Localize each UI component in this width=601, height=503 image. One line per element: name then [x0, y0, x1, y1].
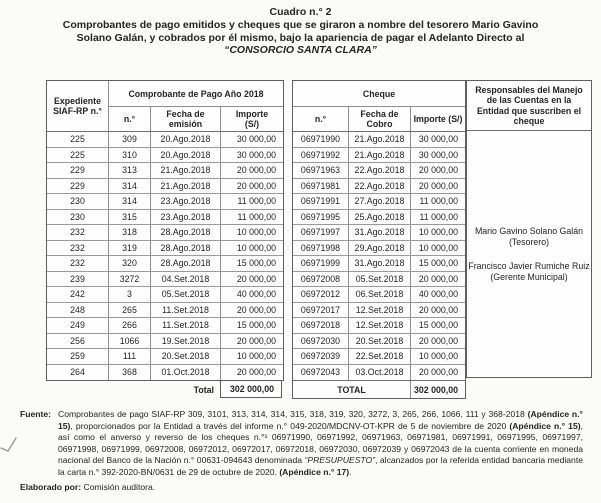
- fecha-cobro-cell: 22.Ago.2018: [349, 179, 411, 195]
- expediente-cell: 249: [47, 318, 109, 334]
- row-number: [20, 333, 46, 349]
- cheque-numero-cell: 06971990: [293, 132, 349, 148]
- fecha-cobro-cell: 29.Ago.2018: [349, 241, 411, 257]
- importe-comprobante-cell: 15 000,00: [221, 318, 283, 334]
- fecha-emision-cell: 04.Set.2018: [151, 272, 221, 288]
- fecha-cobro-cell: 03.Oct.2018: [349, 365, 411, 381]
- comprobante-numero-cell: 319: [109, 241, 151, 257]
- cheque-numero-cell: 06971997: [293, 225, 349, 241]
- importe-comprobante-cell: 15 000,00: [221, 256, 283, 272]
- responsable-1-name: Mario Gavino Solano Galán: [474, 225, 584, 236]
- comprobante-numero-cell: 309: [109, 132, 151, 148]
- cheque-group-header: Cheque: [293, 81, 465, 107]
- table-row: [47, 256, 283, 272]
- table-row: [293, 365, 465, 381]
- row-number: [20, 193, 46, 209]
- row-number: [20, 302, 46, 318]
- total-label-left: Total: [193, 384, 214, 395]
- row-number: [20, 162, 46, 178]
- fecha-cobro-cell: 25.Ago.2018: [349, 210, 411, 226]
- expediente-cell: 230: [47, 210, 109, 226]
- fecha-cobro-cell: 20.Set.2018: [349, 334, 411, 350]
- row-number: [20, 131, 46, 147]
- expediente-cell: 239: [47, 272, 109, 288]
- importe-comprobante-cell: 40 000,00: [221, 287, 283, 303]
- comprobante-numero-cell: 320: [109, 256, 151, 272]
- comprobante-numero-cell: 266: [109, 318, 151, 334]
- importe-comprobante-cell: 10 000,00: [221, 241, 283, 257]
- comprobante-numero-cell: 3: [109, 287, 151, 303]
- importe-comprobante-cell: 20 000,00: [221, 179, 283, 195]
- fecha-cobro-cell: 31.Ago.2018: [349, 256, 411, 272]
- table-row: [293, 163, 465, 179]
- comprobante-numero-cell: 314: [109, 194, 151, 210]
- importe-cheque-cell: 20 000,00: [411, 163, 465, 179]
- fecha-emision-cell: 11.Set.2018: [151, 303, 221, 319]
- fecha-emision-header: Fecha de emisión: [151, 107, 221, 131]
- responsables-names: [467, 131, 591, 377]
- importe-cheque-cell: 15 000,00: [411, 318, 465, 334]
- cheque-total-row: [293, 380, 465, 398]
- comprobante-numero-cell: 368: [109, 365, 151, 381]
- table-row: [47, 365, 283, 381]
- fecha-emision-cell: 28.Ago.2018: [151, 256, 221, 272]
- expediente-cell: 225: [47, 132, 109, 148]
- importe-comprobante-cell: 20 000,00: [221, 163, 283, 179]
- table-row: [47, 210, 283, 226]
- responsables-column: [466, 80, 592, 378]
- table-row: [47, 148, 283, 164]
- row-number: [20, 348, 46, 364]
- expediente-cell: 225: [47, 148, 109, 164]
- comprobante-numero-header: n.°: [109, 107, 151, 131]
- fecha-cobro-cell: 22.Ago.2018: [349, 163, 411, 179]
- fecha-emision-cell: 20.Set.2018: [151, 349, 221, 365]
- fecha-cobro-cell: 12.Set.2018: [349, 318, 411, 334]
- table-row: [47, 163, 283, 179]
- importe-cheque-cell: 10 000,00: [411, 349, 465, 365]
- fuente-label: Fuente:: [20, 409, 52, 419]
- row-number: [20, 178, 46, 194]
- fecha-cobro-cell: 21.Ago.2018: [349, 148, 411, 164]
- row-number: [20, 286, 46, 302]
- cheque-header: [293, 81, 465, 132]
- cheque-numero-cell: 06971995: [293, 210, 349, 226]
- expediente-cell: 232: [47, 256, 109, 272]
- importe-comprobante-cell: 20 000,00: [221, 303, 283, 319]
- importe-comprobante-cell: 20 000,00: [236, 367, 276, 378]
- expediente-header: Expediente SIAF-RP n.°: [47, 81, 109, 131]
- fecha-cobro-cell: 22.Set.2018: [349, 349, 411, 365]
- elaborado-label: Elaborado por:: [20, 482, 82, 492]
- cheque-numero-cell: 06972012: [293, 287, 349, 303]
- responsable-2: [468, 261, 589, 283]
- importe-comprobante-cell: 20 000,00: [221, 334, 283, 350]
- table-row: [47, 334, 283, 350]
- table-row: [293, 148, 465, 164]
- fecha-emision-cell: 19.Set.2018: [151, 334, 221, 350]
- importe-cheque-cell: 20 000,00: [411, 272, 465, 288]
- cheque-numero-cell: 06972008: [293, 272, 349, 288]
- table-row: [293, 194, 465, 210]
- importe-comprobante-cell: 10 000,00: [221, 349, 283, 365]
- fecha-emision-cell: 28.Ago.2018: [151, 241, 221, 257]
- fecha-emision-cell: 05.Set.2018: [151, 287, 221, 303]
- subtitle-consorcio: “CONSORCIO SANTA CLARA”: [224, 44, 377, 56]
- table-row: [293, 272, 465, 288]
- comprobante-numero-cell: 310: [109, 148, 151, 164]
- expediente-cell: 229: [47, 163, 109, 179]
- payments-table: [20, 80, 592, 399]
- table-row: [47, 272, 283, 288]
- table-row: [47, 132, 283, 148]
- fecha-emision-cell: 20.Ago.2018: [151, 132, 221, 148]
- fuente-note: [20, 409, 583, 479]
- importe-cheque-cell: 11 000,00: [411, 210, 465, 226]
- importe-cheque-cell: 20 000,00: [411, 179, 465, 195]
- expediente-cell: 229: [47, 179, 109, 195]
- comprobante-group-header: Comprobante de Pago Año 2018: [109, 81, 283, 107]
- importe-cheque-cell: 20 000,00: [418, 367, 458, 378]
- fecha-cobro-cell: 21.Ago.2018: [349, 132, 411, 148]
- scan-artifact-mark: [0, 434, 18, 454]
- fecha-cobro-cell: 31.Ago.2018: [349, 225, 411, 241]
- fecha-emision-cell: 21.Ago.2018: [151, 163, 221, 179]
- row-number: [20, 224, 46, 240]
- importe-cheque-cell: 30 000,00: [411, 148, 465, 164]
- comprobante-numero-cell: 1066: [109, 334, 151, 350]
- cheque-numero-cell: 06971981: [293, 179, 349, 195]
- responsable-1: [475, 226, 583, 248]
- row-number: [20, 147, 46, 163]
- row-number: [20, 240, 46, 256]
- table-row: [293, 179, 465, 195]
- cheque-numero-cell: 06972030: [293, 334, 349, 350]
- cheque-numero-cell: 06971991: [293, 194, 349, 210]
- elaborado-text: Comisión auditora.: [81, 482, 156, 492]
- comprobante-section: [46, 80, 284, 398]
- table-row: [293, 349, 465, 365]
- comprobante-numero-cell: 111: [109, 349, 151, 365]
- expediente-cell: 248: [47, 303, 109, 319]
- table-row: [293, 225, 465, 241]
- fecha-emision-cell: 23.Ago.2018: [151, 194, 221, 210]
- fecha-cobro-cell: 05.Set.2018: [349, 272, 411, 288]
- cheque-body: [293, 132, 465, 380]
- expediente-cell: 264: [47, 365, 109, 381]
- cheque-numero-cell: 06972018: [293, 318, 349, 334]
- importe-cheque-cell: 20 000,00: [411, 303, 465, 319]
- importe-cheque-cell: 20 000,00: [411, 334, 465, 350]
- importe-comprobante-header: Importe (S/): [235, 109, 269, 129]
- expediente-cell: 230: [47, 194, 109, 210]
- subtitle-line-1: Comprobantes de pago emitidos y cheques que se giraron a nombre del tesorero Mario Gavino: [62, 19, 539, 31]
- expediente-cell: 259: [47, 349, 109, 365]
- comprobante-numero-cell: 314: [109, 179, 151, 195]
- page-title: Cuadro n.° 2: [269, 6, 332, 18]
- title-block: [0, 6, 601, 57]
- responsable-2-name: Francisco Javier Rumiche Ruiz: [468, 260, 590, 271]
- cheque-numero-cell: 06972043: [293, 365, 349, 381]
- comprobante-numero-cell: 313: [109, 163, 151, 179]
- table-row: [47, 179, 283, 195]
- row-number: [20, 364, 46, 380]
- table-row: [47, 241, 283, 257]
- importe-comprobante-cell: 11 000,00: [221, 194, 283, 210]
- cheque-numero-cell: 06972017: [293, 303, 349, 319]
- row-number: [20, 271, 46, 287]
- cheque-numero-cell: 06971999: [293, 256, 349, 272]
- cheque-section: [292, 80, 466, 399]
- comprobante-numero-cell: 265: [109, 303, 151, 319]
- importe-cheque-cell: 10 000,00: [411, 241, 465, 257]
- expediente-cell: 232: [47, 225, 109, 241]
- expediente-cell: 242: [47, 287, 109, 303]
- importe-comprobante-cell: 30 000,00: [221, 148, 283, 164]
- responsable-1-role: (Tesorero): [508, 236, 550, 247]
- responsable-2-role: (Gerente Municipal): [490, 271, 568, 282]
- comprobante-body: [47, 132, 283, 380]
- importe-cheque-cell: 10 000,00: [411, 225, 465, 241]
- responsables-header: Responsables del Manejo de las Cuentas en la Entidad que suscriben el cheque: [467, 81, 591, 131]
- expediente-cell: 256: [47, 334, 109, 350]
- importe-cheque-header: Importe (S/): [413, 114, 463, 124]
- total-label-right: TOTAL: [293, 381, 411, 398]
- comprobante-header: [47, 81, 283, 132]
- fecha-emision-cell: 21.Ago.2018: [151, 179, 221, 195]
- fecha-cobro-cell: 06.Set.2018: [349, 287, 411, 303]
- table-row: [47, 194, 283, 210]
- importe-comprobante-cell: 30 000,00: [221, 132, 283, 148]
- cheque-numero-cell: 06972039: [293, 349, 349, 365]
- table-row: [47, 225, 283, 241]
- table-row: [293, 318, 465, 334]
- importe-comprobante-cell: 11 000,00: [221, 210, 283, 226]
- table-row: [293, 210, 465, 226]
- importe-cheque-cell: 11 000,00: [411, 194, 465, 210]
- table-row: [47, 349, 283, 365]
- fecha-emision-cell: 20.Ago.2018: [151, 148, 221, 164]
- row-number: [20, 209, 46, 225]
- table-row: [293, 303, 465, 319]
- subtitle-line-2: Solano Galán, y cobrados por él mismo, bajo la apariencia de pagar el Adelanto Directo al: [76, 31, 525, 44]
- importe-comprobante-cell: 20 000,00: [221, 272, 283, 288]
- fecha-emision-cell: 23.Ago.2018: [151, 210, 221, 226]
- fecha-emision-cell: 28.Ago.2018: [151, 225, 221, 241]
- expediente-cell: 232: [47, 241, 109, 257]
- comprobante-numero-cell: 3272: [109, 272, 151, 288]
- table-row: [47, 287, 283, 303]
- row-number: [20, 317, 46, 333]
- importe-cheque-cell: 30 000,00: [411, 132, 465, 148]
- cheque-numero-header: n.°: [293, 107, 349, 131]
- table-row: [293, 241, 465, 257]
- comprobante-numero-cell: 315: [109, 210, 151, 226]
- total-importe-comprobante: 302 000,00: [220, 381, 282, 398]
- table-row: [293, 287, 465, 303]
- cheque-numero-cell: 06971998: [293, 241, 349, 257]
- row-number: [20, 255, 46, 271]
- table-row: [293, 334, 465, 350]
- fecha-emision-cell: 11.Set.2018: [151, 318, 221, 334]
- fecha-emision-cell: 01.Oct.2018: [151, 365, 221, 381]
- comprobante-total-row: [46, 381, 284, 398]
- row-number-column: [20, 80, 46, 379]
- importe-cheque-cell: 40 000,00: [411, 287, 465, 303]
- table-row: [293, 132, 465, 148]
- fecha-cobro-header: Fecha de Cobro: [349, 107, 411, 131]
- fecha-cobro-cell: 12.Set.2018: [349, 303, 411, 319]
- cheque-numero-cell: 06971963: [293, 163, 349, 179]
- fuente-text: Comprobantes de pago SIAF-RP 309, 3101, 313, 314, 314, 315, 318, 319, 320, 3272, 3, 265, 266, 1066, 111 y 368-2018 (Apéndice n.° 15), proporcionados por la Entidad a través del informe n.° 049-2020/MDCNV-OT-KPR de 5 de noviembre de 2020 (Apéndice n.° 15), así como el anverso y reverso de los cheques n.°ˢ 06971990, 06971992, 06971963, 06971981, 06971991, 06971995, 06971997, 06971998, 06971999, 06972008, 06972012, 06972017, 06972018, 06972030, 06972039 y 06972043 de la cuenta corriente en moneda nacional del Banco de la Nación n.° 00631-094643 denominada “PRESUPUESTO”, alcanzados por la referida entidad bancaria mediante la carta n.° 392-2020-BN/0631 de 29 de octubre de 2020. (Apéndice n.° 17).: [58, 409, 583, 477]
- table-row: [47, 303, 283, 319]
- cheque-numero-cell: 06971992: [293, 148, 349, 164]
- importe-comprobante-cell: 10 000,00: [221, 225, 283, 241]
- comprobante-numero-cell: 318: [109, 225, 151, 241]
- elaborado-note: [20, 482, 155, 492]
- fecha-cobro-cell: 27.Ago.2018: [349, 194, 411, 210]
- importe-cheque-cell: 15 000,00: [411, 256, 465, 272]
- table-row: [47, 318, 283, 334]
- table-row: [293, 256, 465, 272]
- total-importe-cheque: 302 000,00: [413, 384, 458, 395]
